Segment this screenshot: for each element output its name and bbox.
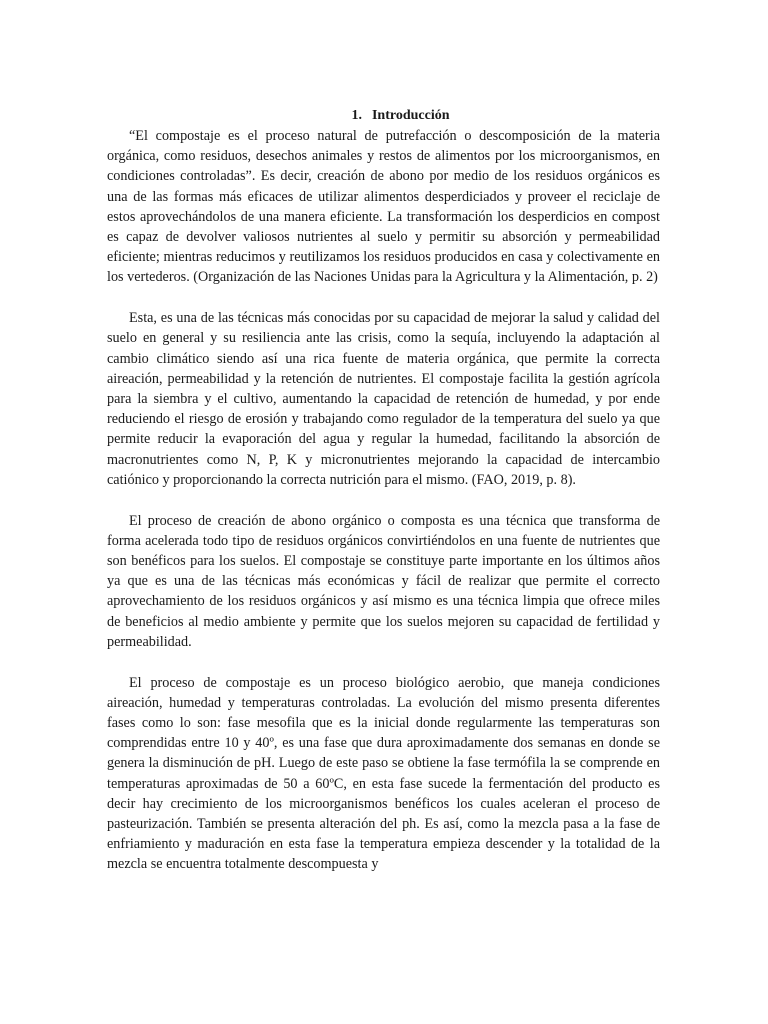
paragraph-spacer <box>107 288 660 309</box>
paragraph-spacer <box>107 490 660 511</box>
section-title: Introducción <box>371 108 450 123</box>
paragraph-2: Esta, es una de las técnicas más conocidas por su capacidad de mejorar la salud y calidad del suelo en general y su resiliencia ante las crisis, como la sequía, incluyendo la adaptación al cambio climático siendo así una rica fuente de materia orgánica, que permite la correcta aireación, permeabilidad y la retención de nutrientes. El compostaje facilita la gestión agrícola para la siembra y el cultivo, aumentando la capacidad de retención de humedad, y por ende reduciendo el riesgo de erosión y trabajando como regulador de la temperatura del suelo ya que permite reducir la evaporación del agua y regular la humedad, facilitando la absorción de macronutrientes como N, P, K y micronutrientes mejorando la capacidad de intercambio catiónico y proporcionando la correcta nutrición para el mismo. (FAO, 2019, p. 8). <box>107 310 660 488</box>
paragraph-3: El proceso de creación de abono orgánico o composta es una técnica que transforma de forma acelerada todo tipo de residuos orgánicos convirtiéndolos en una fuente de nutrientes que son benéficos para los suelos. El compostaje se constituye parte importante en los últimos años ya que es una de las técnicas más económicas y fácil de realizar que permite el correcto aprovechamiento de los residuos orgánicos y así mismo es una técnica limpia que ofrece miles de beneficios al medio ambiente y permite que los suelos mejoren su capacidad de fertilidad y permeabilidad. <box>107 512 660 650</box>
paragraph-4: El proceso de compostaje es un proceso biológico aerobio, que maneja condiciones aireación, humedad y temperaturas controladas. La evolución del mismo presenta diferentes fases como lo son: fase mesofila que es la inicial donde regularmente las temperaturas son comprendidas entre 10 y 40º, es una fase que dura aproximadamente dos semanas en donde se genera la disminución de pH. Luego de este paso se obtiene la fase termófila la se comprende en temperaturas aproximadas de 50 a 60ºC, en esta fase sucede la fermentación del producto es decir hay crecimiento de los microorganismos benéficos los cuales aceleran el proceso de pasteurización. También se presenta alteración del ph. Es así, como la mezcla pasa a la fase de enfriamiento y maduración en esta fase la temperatura empieza descender y la totalidad de la mezcla se encuentra totalmente descompuesta y <box>107 674 660 873</box>
paragraph-spacer <box>107 652 660 673</box>
document-page <box>107 106 660 875</box>
section-number: 1. <box>351 108 362 123</box>
paragraph-1: “El compostaje es el proceso natural de putrefacción o descomposición de la materia orgánica, como residuos, desechos animales y restos de alimentos por los microorganismos, en condiciones controladas”. Es decir, creación de abono por medio de los residuos orgánicos es una de las formas más eficaces de utilizar alimentos desperdiciados y proveer el reciclaje de estos aprovechándolos de una manera eficiente. La transformación los desperdicios en compost es capaz de devolver valiosos nutrientes al suelo y permitir su absorción y permeabilidad eficiente; mientras reducimos y reutilizamos los residuos producidos en casa y colectivamente en los vertederos. (Organización de las Naciones Unidas para la Agricultura y la Alimentación, p. 2) <box>107 128 660 286</box>
section-heading <box>107 106 660 126</box>
